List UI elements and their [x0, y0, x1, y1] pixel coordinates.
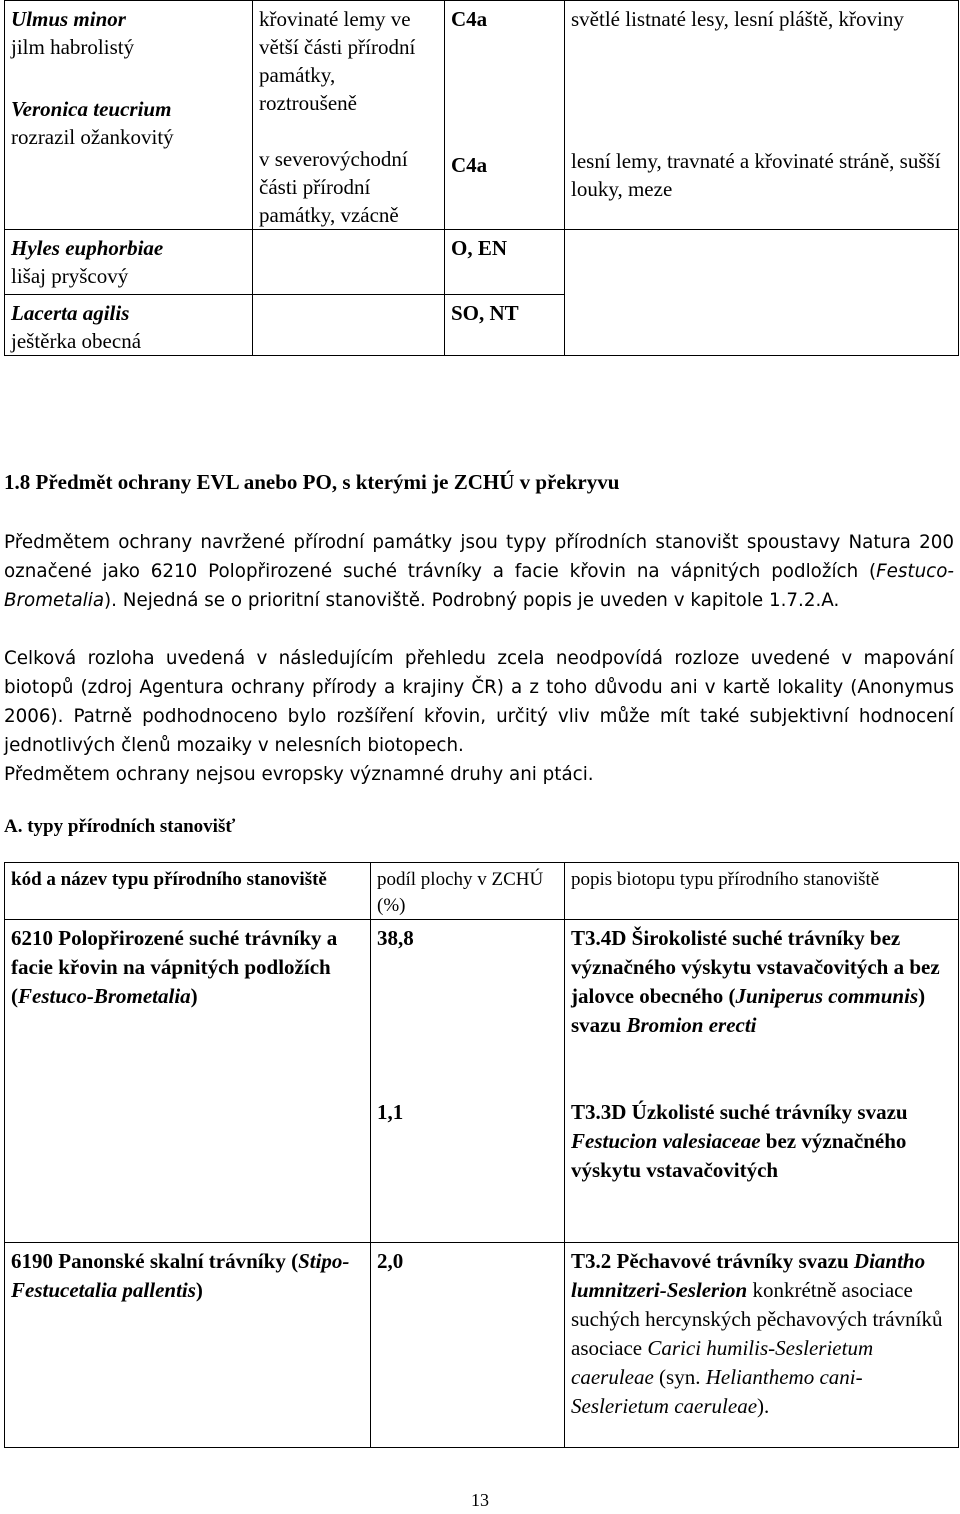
- czech-name: jilm habrolistý: [11, 35, 135, 59]
- habitat-row: [5, 1243, 959, 1448]
- habitat-biotope: T3.3D Úzkolisté suché trávníky svazu Festucion valesiaceae bez význačného výskytu vstavačovitých: [565, 1094, 959, 1243]
- distribution-cell: [253, 230, 445, 295]
- habitat-biotope: T3.2 Pěchavové trávníky svazu Diantho lumnitzeri-Seslerion konkrétně asociace suchých hercynských pěchavových trávníků asociace Carici humilis-Seslerietum caeruleae (syn. Helianthemo cani-Seslerietum caeruleae).: [565, 1243, 959, 1448]
- habitat-code-name: 6210 Polopřirozené suché trávníky a facie křovin na vápnitých podložích (Festuco-Brometalia): [5, 920, 371, 1095]
- species-row: [5, 230, 959, 295]
- czech-name: rozrazil ožankovitý: [11, 125, 174, 149]
- habitat-row: [5, 920, 959, 1095]
- header-biotope: popis biotopu typu přírodního stanoviště: [565, 863, 959, 920]
- habitat-share: 38,8: [371, 920, 565, 1095]
- distribution-text: křovinaté lemy ve větší části přírodní památky, roztroušeně: [259, 7, 416, 115]
- species-name-cell: [5, 230, 253, 295]
- paragraph-text: ). Nejedná se o prioritní stanoviště. Podrobný popis je uveden v kapitole 1.7.2.A.: [104, 590, 840, 611]
- distribution-cell: [253, 295, 445, 356]
- habitat-cell: [565, 230, 959, 295]
- status-cell: [445, 1, 565, 230]
- paragraph-area: Celková rozloha uvedená v následujícím přehledu zcela neodpovídá rozloze uvedené v mapování biotopů (zdroj Agentura ochrany přírody a krajiny ČR) a z toho důvodu ani v kartě lokality (Anonymus 2006). Patrně podhodnoceno bylo rozšíření křovin, určitý vliv může mít také subjektivní hodnocení jednotlivých členů mozaiky v nelesních biotopech.: [4, 648, 954, 756]
- species-name-cell: [5, 1, 253, 230]
- paragraph-text: Předmětem ochrany navržené přírodní památky jsou typy přírodních stanovišt spoustavy Natura 200 označené jako 6210 Polopřirozené suché trávníky a facie křovin na vápnitých podložích (: [4, 532, 954, 582]
- scientific-name: Lacerta agilis: [11, 301, 130, 325]
- status-cell: [445, 230, 565, 295]
- habitat-share: 2,0: [371, 1243, 565, 1448]
- page-number: 13: [471, 1490, 489, 1510]
- distribution-cell: [253, 1, 445, 230]
- protection-status: SO, NT: [451, 301, 519, 325]
- habitat-table-header: [5, 863, 959, 920]
- habitat-biotope: T3.4D Širokolisté suché trávníky bez význačného výskytu vstavačovitých a bez jalovce obecného (Juniperus communis) svazu Bromion erecti: [565, 920, 959, 1095]
- paragraph-subject: [4, 528, 954, 615]
- species-row: [5, 295, 959, 356]
- habitat-table: [4, 862, 959, 1448]
- paragraph-no-species: Předmětem ochrany nejsou evropsky významné druhy ani ptáci.: [4, 764, 594, 785]
- habitat-cell: [565, 1, 959, 230]
- distribution-text: v severovýchodní části přírodní památky, vzácně: [259, 147, 408, 227]
- protection-status: C4a: [451, 153, 488, 177]
- protection-status: O, EN: [451, 236, 508, 260]
- protection-status: C4a: [451, 7, 488, 31]
- habitat-row: [5, 1094, 959, 1243]
- scientific-name: Veronica teucrium: [11, 97, 172, 121]
- header-share: podíl plochy v ZCHÚ (%): [371, 863, 565, 920]
- paragraph-italic: Festuco-Brometalia: [4, 561, 954, 611]
- czech-name: ještěrka obecná: [11, 329, 142, 353]
- czech-name: lišaj pryšcový: [11, 264, 129, 288]
- status-cell: [445, 295, 565, 356]
- species-name-cell: [5, 295, 253, 356]
- habitat-share: 1,1: [371, 1094, 565, 1243]
- sub-heading: A. typy přírodních stanovišť: [4, 816, 236, 837]
- scientific-name: Hyles euphorbiae: [11, 236, 164, 260]
- habitat-text: světlé listnaté lesy, lesní pláště, křoviny: [571, 7, 904, 31]
- habitat-text: lesní lemy, travnaté a křovinaté stráně, sušší louky, meze: [571, 149, 941, 201]
- section-heading: 1.8 Předmět ochrany EVL anebo PO, s kterými je ZCHÚ v překryvu: [4, 470, 620, 494]
- habitat-code-name: 6190 Panonské skalní trávníky (Stipo-Festucetalia pallentis): [5, 1243, 371, 1448]
- species-row-block: [5, 1, 959, 230]
- scientific-name: Ulmus minor: [11, 7, 126, 31]
- habitat-code-name: [5, 1094, 371, 1243]
- header-code-name: kód a název typu přírodního stanoviště: [5, 863, 371, 920]
- species-table: [4, 0, 959, 356]
- habitat-cell: [565, 295, 959, 356]
